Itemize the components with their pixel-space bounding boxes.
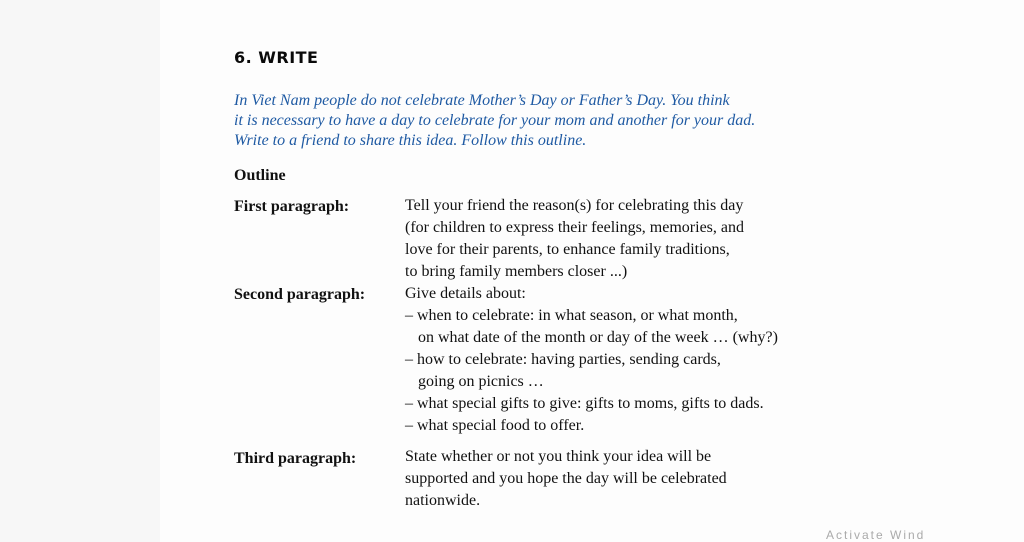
third-paragraph-content bbox=[405, 446, 727, 512]
activation-watermark: Activate Wind bbox=[826, 528, 926, 542]
instruction-line: it is necessary to have a day to celebrate for your mom and another for your dad. bbox=[234, 112, 756, 129]
first-paragraph-content bbox=[405, 195, 744, 283]
third-paragraph-line: State whether or not you think your idea will be bbox=[405, 448, 712, 465]
first-paragraph-line: Tell your friend the reason(s) for celebrating this day bbox=[405, 197, 744, 214]
section-heading bbox=[234, 48, 318, 67]
instruction-line: In Viet Nam people do not celebrate Mother’s Day or Father’s Day. You think bbox=[234, 92, 730, 109]
section-title: WRITE bbox=[258, 48, 319, 67]
second-paragraph-label: Second paragraph: bbox=[234, 286, 366, 303]
instruction-line: Write to a friend to share this idea. Follow this outline. bbox=[234, 132, 587, 149]
first-paragraph-label: First paragraph: bbox=[234, 198, 350, 215]
second-paragraph-item: – when to celebrate: in what season, or what month, bbox=[405, 307, 738, 324]
first-paragraph-line: to bring family members closer ...) bbox=[405, 263, 628, 280]
first-paragraph-line: (for children to express their feelings, memories, and bbox=[405, 219, 744, 236]
outline-title: Outline bbox=[234, 167, 286, 184]
second-paragraph-item: – what special food to offer. bbox=[405, 417, 585, 434]
third-paragraph-label: Third paragraph: bbox=[234, 450, 357, 467]
third-paragraph-line: nationwide. bbox=[405, 492, 481, 509]
first-paragraph-line: love for their parents, to enhance family traditions, bbox=[405, 241, 730, 258]
section-number: 6. bbox=[234, 48, 253, 67]
second-paragraph-intro: Give details about: bbox=[405, 285, 526, 302]
second-paragraph-item-continued: on what date of the month or day of the week … (why?) bbox=[418, 329, 778, 346]
second-paragraph-item-continued: going on picnics … bbox=[418, 373, 544, 390]
instructions bbox=[234, 91, 834, 151]
second-paragraph-content bbox=[405, 283, 778, 437]
second-paragraph-item: – what special gifts to give: gifts to moms, gifts to dads. bbox=[405, 395, 764, 412]
second-paragraph-item: – how to celebrate: having parties, sending cards, bbox=[405, 351, 721, 368]
third-paragraph-line: supported and you hope the day will be celebrated bbox=[405, 470, 727, 487]
